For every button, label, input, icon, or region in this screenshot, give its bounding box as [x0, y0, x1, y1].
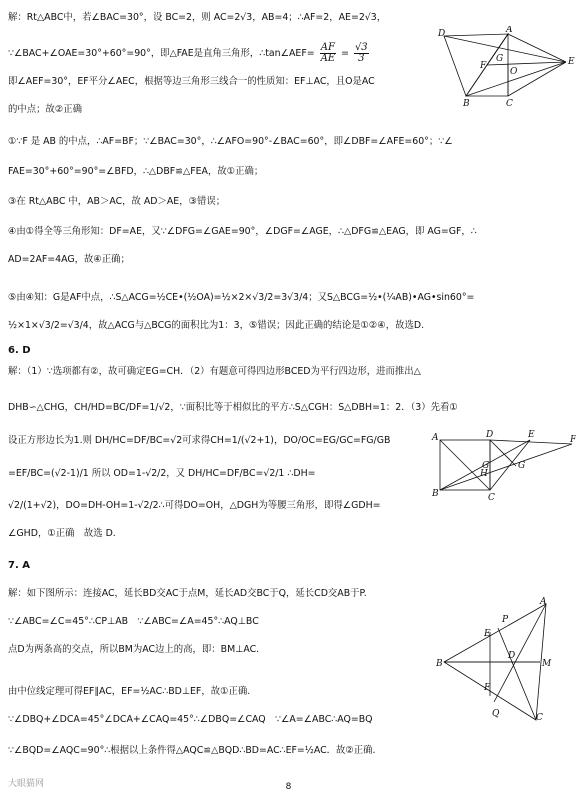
- text-line: 解：（1）∵选项都有②，故可确定EG=CH．（2）有题意可得四边形BCED为平行四边形，进而推出△: [8, 366, 421, 377]
- svg-text:A: A: [540, 597, 547, 607]
- text-line: ∵∠BAC+∠OAE=30°+60°=90°，即△FAE是直角三角形，∴tan∠AEF= $\frac{AF}{AE}$ = $\frac{√3}{3}$: [8, 42, 368, 64]
- text-line: ½×1×√3/2=√3/4，故△ACG与△BCG的面积比为1：3，⑤错误；因此正确的结论是①②④，故选D.: [8, 320, 425, 331]
- svg-text:P: P: [502, 615, 509, 625]
- watermark-logo: 大眼猫网: [8, 779, 45, 789]
- fraction: $\frac{AF}{AE}$: [320, 42, 336, 64]
- svg-text:D: D: [486, 430, 494, 440]
- text-line: 解：如下图所示：连接AC，延长BD交AC于点M，延长AD交BC于Q，延长CD交AB于P.: [8, 588, 367, 599]
- svg-text:Q: Q: [492, 709, 500, 719]
- text-line: ③在 Rt△ABC 中，AB＞AC，故 AD＞AE，③错误；: [8, 196, 226, 207]
- svg-text:F: F: [570, 435, 576, 445]
- svg-text:E: E: [568, 57, 575, 67]
- text-line: 由中位线定理可得EF∥AC，EF=½AC∴BD⊥EF，故①正确.: [8, 686, 251, 697]
- geometry-figure-3: [436, 596, 574, 724]
- text-line: =EF/BC=(√2-1)/1 所以 OD=1-√2/2，又 DH/HC=DF/BC=√2/1 ∴DH=: [8, 468, 316, 479]
- svg-text:G: G: [482, 461, 490, 471]
- text-line: ∵∠ABC=∠C=45°∴CP⊥AB ∵∠ABC=∠A=45°∴AQ⊥BC: [8, 616, 259, 627]
- page-number: 8: [285, 782, 292, 792]
- text-line: 点D为两条高的交点，所以BM为AC边上的高，即：BM⊥AC.: [8, 644, 260, 655]
- svg-text:C: C: [488, 493, 495, 502]
- svg-text:F: F: [484, 683, 491, 693]
- svg-text:C: C: [536, 713, 543, 723]
- text-line: ④由①得全等三角形知：DF=AE，又∵∠DFG=∠GAE=90°，∠DGF=∠AGE，∴△DFG≌△EAG，即 AG=GF，∴: [8, 226, 477, 237]
- svg-text:A: A: [432, 433, 439, 443]
- text-line: 解：Rt△ABC中，若∠BAC=30°，设 BC=2，则 AC=2√3，AB=4；∴AF=2，AE=2√3，: [8, 12, 387, 23]
- svg-text:D: D: [438, 29, 446, 39]
- fraction: $\frac{√3}{3}$: [354, 42, 368, 64]
- text-line: ①∵F 是 AB 的中点，∴AF=BF；∵∠BAC=30°，∴∠AFO=90°-∠BAC=60°，即∠DBF=∠AFE=60°；∵∠: [8, 136, 453, 147]
- svg-text:B: B: [436, 659, 443, 669]
- text-line: ∠GHD，①正确 故选 D.: [8, 528, 116, 539]
- svg-text:M: M: [542, 659, 552, 669]
- text-line: ⑤由④知：G是AF中点，∴S△ACG=½CE•(½OA)=½×2×√3/2=3√3/4；又S△BCG=½•(¼AB)•AG•sin60°=: [8, 292, 475, 303]
- svg-text:G: G: [518, 461, 526, 471]
- problem-number: 6. D: [8, 345, 31, 356]
- text-line: 的中点；故②正确: [8, 104, 83, 115]
- text-line: DHB∽△CHG，CH/HD=BC/DF=1/√2，∵面积比等于相似比的平方∴S△CGH：S△DBH=1：2．（3）先看①: [8, 402, 458, 413]
- svg-text:D: D: [508, 651, 516, 661]
- svg-text:B: B: [463, 99, 470, 108]
- text-line: ∵∠DBQ+∠DCA=45°∠DCA+∠CAQ=45°∴∠DBQ=∠CAQ ∵∠A=∠ABC∴AQ=BQ: [8, 714, 373, 725]
- text-line: ∵∠BQD=∠AQC=90°∴根据以上条件得△AQC≌△BQD∴BD=AC∴EF=½AC．故②正确.: [8, 745, 376, 756]
- geometry-figure-2: [430, 430, 576, 502]
- svg-text:O: O: [510, 67, 518, 77]
- svg-text:E: E: [528, 430, 535, 440]
- geometry-figure-1: [436, 26, 576, 108]
- svg-text:E: E: [484, 629, 491, 639]
- svg-text:G: G: [496, 54, 504, 64]
- svg-text:B: B: [432, 489, 439, 499]
- svg-text:A: A: [506, 26, 513, 35]
- svg-text:F: F: [480, 61, 487, 71]
- problem-number: 7. A: [8, 560, 30, 571]
- text-line: √2/(1+√2)，DO=DH-OH=1-√2/2∴可得DO=OH，△DGH为等腰三角形，即得∠GDH=: [8, 500, 381, 511]
- svg-text:H: H: [480, 469, 488, 479]
- text-line: 设正方形边长为1.则 DH/HC=DF/BC=√2可求得CH=1/(√2+1)，DO/OC=EG/GC=FG/GB: [8, 435, 391, 446]
- text-line: AD=2AF=4AG，故④正确；: [8, 254, 130, 265]
- text-line: 即∠AEF=30°，EF平分∠AEC，根据等边三角形三线合一的性质知：EF⊥AC，且O是AC: [8, 76, 375, 87]
- svg-text:C: C: [506, 99, 513, 108]
- text-line: FAE=30°+60°=90°=∠BFD，∴△DBF≌△FEA，故①正确；: [8, 166, 264, 177]
